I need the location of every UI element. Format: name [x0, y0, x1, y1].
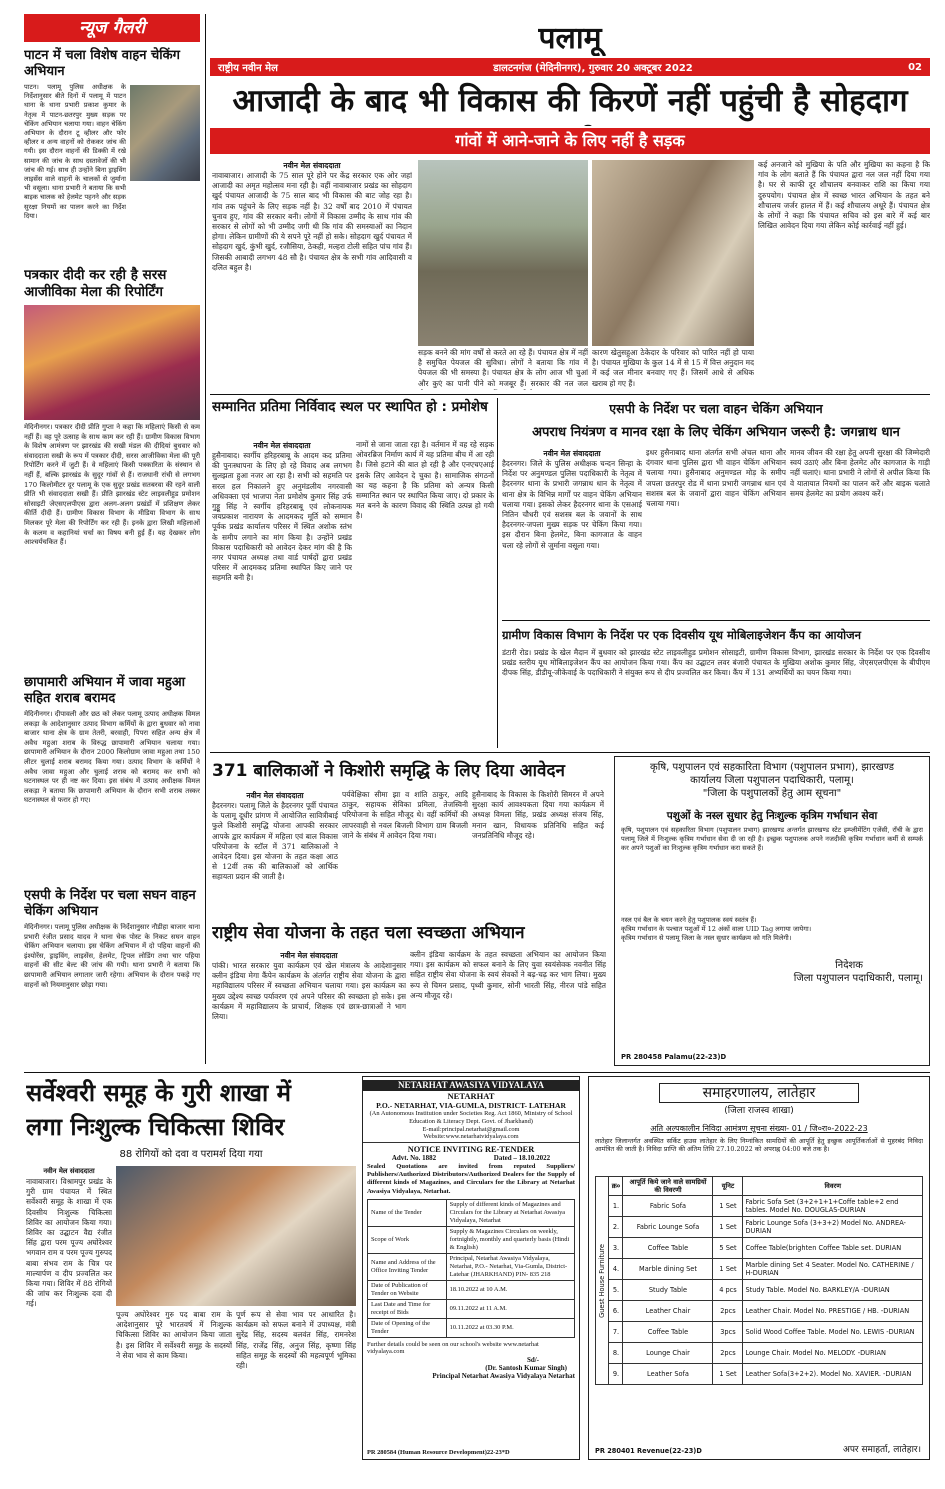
table-cell: Supply & Magazines Circulars on weekly, fortnightly, monthly and quarterly basis (Hindi & English)	[446, 1226, 574, 1253]
story-subheadline: 88 रोगियों को दवा व परामर्श दिया गया	[119, 1149, 263, 1160]
masthead-brand: राष्ट्रीय नवीन मेल	[218, 63, 278, 74]
tender-table	[608, 1176, 923, 1385]
notice-table	[367, 1199, 575, 1338]
table-row	[609, 1343, 923, 1364]
ad-line: "जिला के पशुपालकों हेतु आम सूचना"	[702, 788, 842, 799]
byline: नवीन मेल संवाददाता	[283, 161, 341, 170]
ad-title: पशुओं के नस्ल सुधार हेतु निःशुल्क कृत्रिम गर्भाधान सेवा	[666, 810, 878, 822]
story-text: मानव जीवन की रक्षा हेतु अपनी सुरक्षा की जिम्मेदारी स्वयं उठाएं और बिना हेलमेट और कागजात के गाड़ी नहीं चलाएं। थाना प्रभारी ने लोगों से अपील किया कि वे यातायात नियमों का पालन करें और बाइक चलाते समय हेलमेट का प्रयोग अवश्य करें।	[790, 448, 930, 498]
column-divider	[497, 398, 498, 748]
ad-body: कृषि, पशुपालन एवं सहकारिता विभाग (पशुपालन प्रभाग) झारखण्ड अन्तर्गत झारखण्ड स्टेट इम्प्लीमेंटिंग एजेंसी, राँची के द्वारा पलामू जिले में निःशुल्क कृत्रिम गर्भाधान सेवा दी जा रही है। इच्छुक पशुपालक अपने नजदीकी कृत्रिम गर्भाधान कर्मी से सम्पर्क कर अपने पशुओं का निःशुल्क कृत्रिम गर्भाधान करा सकते हैं।	[621, 826, 923, 852]
story-text: नावाबाजार। विश्रामपुर प्रखंड के गुरी ग्राम पंचायत में स्थित सर्वेश्वरी समूह के शाखा में एक दिवसीय निःशुल्क चिकित्सा शिविर का आयोजन किया गया। शिविर का उद्घाटन वैद्य रंजीत सिंह द्वारा परम पूज्य अघोरेश्वर भगवान राम व परम पूज्य गुरुपद बाबा संभव राम के चित्र पर माल्यार्पण व दीप प्रज्वलित कर किया गया। शिविर में 88 रोगियों की जांच कर निःशुल्क दवा दी गई।	[26, 1177, 112, 1309]
table-cell: 1 Set	[713, 1196, 743, 1217]
table-cell: Coffee Table	[623, 1322, 713, 1343]
advt-number: Advt. No. 1882	[391, 1154, 437, 1162]
section-divider	[210, 752, 930, 753]
tender-notice-number: अति अल्पकालीन निविदा आमंत्रण सूचना संख्या- 01 / जि०रा०-2022-23	[650, 1124, 868, 1133]
byline: नवीन मेल संवाददाता	[253, 441, 311, 450]
advt-date: Dated – 18.10.2022	[493, 1154, 551, 1162]
notice-sd: Sd/-	[526, 1355, 539, 1364]
lead-story-text: कारण खेतुसहुआ ठेकेदार के परिवार को पारित नहीं हो पाया है। पंचायत मुखिया के कुल 14 में से 15 में वित्त अनुदान मद में कई जल मीनार बनवाए गए हैं। जिसमें आधे से अधिक खराब हो गए हैं।	[592, 348, 754, 388]
tender-signature: अपर समाहर्ता, लातेहार।	[842, 1445, 921, 1455]
column-divider	[205, 14, 206, 1064]
notice-footer: Further details could be seen on our school's website www.netarhat vidyalaya.com	[367, 1340, 539, 1355]
byline: नवीन मेल संवाददाता	[280, 951, 338, 960]
table-cell: 7.	[609, 1322, 623, 1343]
gallery-item-title: एसपी के निर्देश पर चला सघन वाहन चेकिंग अभियान	[24, 888, 196, 919]
lead-subheadline: गांवों में आने-जाने के लिए नहीं है सड़क	[210, 128, 930, 154]
table-cell: Last Date and Time for receipt of Bids	[368, 1299, 447, 1318]
table-row	[609, 1280, 923, 1301]
story-text: पूज्य अघोरेश्वर गुरु पद बाबा राम के आदेशानुसार पूरे भारतवर्ष में निःशुल्क चिकित्सा शिविर का आयोजन किया जाता है। इस शिविर में सर्वेश्वरी समूह के सदस्यों ने सेवा भाव से काम किया।	[116, 1310, 232, 1360]
table-cell: Fabric Sofa Set (3+2+1+1+Coffe table+2 end tables. Model No. DOUGLAS-DURIAN	[743, 1196, 923, 1217]
table-cell: Supply of different kinds of Magazines and Circulars for the Library at Netarhat Awasiya Vidyalaya, Netarhat	[446, 1199, 574, 1226]
byline: नवीन मेल संवाददाता	[543, 449, 601, 458]
story-headline: सम्मानित प्रतिमा निर्विवाद स्थल पर स्थापित हो : प्रमोशेष	[212, 399, 488, 415]
news-gallery-header: न्यूज गैलरी	[24, 14, 200, 42]
column-header: विवरण	[743, 1177, 923, 1196]
section-divider	[24, 1072, 930, 1073]
story-text: पूर्ण रूप से सेवा भाव पर आधारित है। कार्यक्रम को सफल बनाने में उपाध्यक्ष, मंत्री सुरेंद्र सिंह, सदस्य बलवंत सिंह, रामनरेश सिंह, राजेंद्र सिंह, अनुज सिंह, कृष्णा सिंह सहित समूह के सदस्यों की महत्वपूर्ण भूमिका रही।	[236, 1310, 356, 1371]
notice-title: NOTICE INVITING RE-TENDER	[407, 1145, 535, 1154]
notice-intro: Sealed Quotations are invited from reputed Suppliers/ Publishers/Authorized Distributors/Authorized Dealers for the Supply of different kinds of Magazines, and Circulars for the Library at Netarhat Awasiya Vidyalaya, Netarhat.	[367, 1163, 575, 1195]
story-text: हुसैनाबाद। स्वर्गीय हरिहरबाबू के आदम कद प्रतिमा की पुनःस्थापना के लिए हो रहे विवाद अब लगभग सुलझता हुआ नजर आ रहा है। सभी को सहमति पर सरल हल निकालने हुए अनुमंडलीय नगरवासी अधिवक्ता एवं भाजपा नेता प्रमोशेष कुमार सिंह उर्फ गुड्डू सिंह ने स्वर्गीय हरिहरबाबू एवं लोकनायक जयप्रकाश नारायण के आदमकद मूर्ति को सम्मान पूर्वक प्रखंड कार्यालय परिसर में स्थित अशोक स्तंभ के समीप लगाने का मांग किया है। उन्होंने प्रखंड विकास पदाधिकारी को आवेदन देकर मांग की है कि नगर पंचायत अध्यक्ष तथा वार्ड पार्षदों द्वारा प्रखंड परिसर में आदमकद प्रतिमा स्थापित किए जाने पर सहमति बनी है।	[212, 451, 352, 583]
story-headline: अपराध नियंत्रण व मानव रक्षा के लिए चेकिंग अभियान जरूरी है: जगन्नाथ धान	[532, 425, 900, 440]
story-nss-col1	[212, 950, 406, 1068]
lead-story-text: कई अनजाने को मुखिया के पति और मुखिया का कहना है कि गांव के लोग बताते हैं कि पंचायत द्वारा नल जल नहीं दिया गया है। घर से काफी दूर शौचालय बनवाकर राशि का किया गया दुरुपयोग। पंचायत क्षेत्र में स्वच्छ भारत अभियान के तहत बने शौचालय जर्जर हालत में हैं। कई शौचालय अधूरे हैं। पंचायत क्षेत्र के लोगों ने कहा कि पंचायत सचिव को इस बारे में कई बार लिखित आवेदन दिया गया लेकिन कोई कार्रवाई नहीं हुई।	[758, 160, 930, 231]
table-cell: Name of the Tender	[368, 1199, 447, 1226]
ad-pashupalan	[614, 756, 930, 1066]
table-cell: Date of Opening of the Tender	[368, 1318, 447, 1337]
table-cell: 1 Set	[713, 1217, 743, 1238]
table-cell: Fabric Lounge Sofa	[623, 1217, 713, 1238]
byline: नवीन मेल संवाददाता	[43, 1167, 95, 1175]
notice-signatory-title: Principal Netarhat Awasiya Vidyalaya Netarhat	[432, 1371, 575, 1380]
gallery-item-title: पत्रकार दीदी कर रही है सरस आजीविका मेला की रिपोर्टिंग	[24, 267, 167, 300]
table-cell: Date of Publication of Tender on Website	[368, 1280, 447, 1299]
ad-point: कृत्रिम गर्भाधान से पलामू जिला के नस्ल सुधार कार्यक्रम को गति मिलेगी।	[621, 934, 792, 942]
news-gallery-column	[24, 14, 200, 1044]
table-cell: 5 Set	[713, 1238, 743, 1259]
table-cell: Leather Sofa	[623, 1364, 713, 1385]
table-cell: Leather Sofa(3+2+2). Model No. XAVIER. -DURIAN	[743, 1364, 923, 1385]
story-pratima-col1	[212, 440, 352, 750]
table-row	[368, 1253, 575, 1280]
table-cell: 1.	[609, 1196, 623, 1217]
story-text: डंटारी रोड। प्रखंड के खेल मैदान में बुधवार को झारखंड स्टेट लाइवलीहुड प्रमोशन सोसाइटी, ग्रामीण विकास विभाग, झारखंड सरकार के निर्देश पर एक दिवसीय प्रखंड स्तरीय यूथ मोबिलाइजेशन कैंप का आयोजन किया गया। कैंप का उद्घाटन लवर बंजारी पंचायत के मुखिया अशोक कुमार सिंह, जेएसएलपीएस के बीपीएम दीपक सिंह, डीडीयू-जीकेवाई के पदाधिकारी ने संयुक्त रूप से दीप प्रज्वलित कर किया। कैंप में 131 अभ्यर्थियों का चयन किया गया।	[502, 648, 930, 678]
table-cell: 1 Set	[713, 1259, 743, 1280]
story-kicker: एसपी के निर्देश पर चला वाहन चेकिंग अभियान	[609, 401, 823, 416]
gallery-item-body: मेदिनीनगर। पलामू पुलिस अधीक्षक के निर्देशानुसार नौडीहा बाजार थाना प्रभारी रंजीत प्रसाद यादव ने थाना चेक पोस्ट के निकट सघन वाहन चेकिंग अभियान चलाया। इस चेकिंग अभियान में दो पहिया वाहनों की इंश्योरेंस, ड्राइविंग, लाइसेंस, हेलमेट, ट्रिपल लोडिंग तथा चार पहिया वाहनों की सीट बेल्ट की जांच की गयी। थाना प्रभारी ने बताया कि छापामारी अभियान लगातार जारी रहेगा। अभियान के दौरान पकड़े गए वाहनों को नियमानुसार छोड़ा गया।	[24, 923, 200, 989]
story-kishori-col1	[212, 790, 338, 916]
table-row	[609, 1196, 923, 1217]
table-cell: 10.11.2022 at 03.30 P.M.	[446, 1318, 574, 1337]
table-cell: 09.11.2022 at 11 A.M.	[446, 1299, 574, 1318]
table-cell: 18.10.2022 at 10 A.M.	[446, 1280, 574, 1299]
story-camp-col1	[26, 1166, 112, 1460]
table-cell: 6.	[609, 1301, 623, 1322]
gallery-item-title: पाटन में चला विशेष वाहन चेकिंग अभियान	[24, 48, 180, 79]
story-text: इधर हुसैनाबाद थाना अंतर्गत सभी अंचल थाना और दंगवार थाना पुलिस द्वारा भी वाहन चेकिंग अभियान चलाया गया। हुसैनाबाद अनुमण्डल मोड़ के समीप जपला छतरपुर रोड में थाना प्रभारी जगन्नाथ धान एवं सशस्त्र बल के जवानों द्वारा वाहन चेकिंग अभियान चलाया गया।	[646, 448, 786, 509]
gallery-item-body: पाटन। पलामू पुलिस अधीक्षक के निर्देशानुसार बीते दिनों में पलामू में पाटन थाना के थाना प्रभारी प्रकाश कुमार के नेतृत्व में पाटन-छतरपुर मुख्य सड़क पर चेकिंग अभियान चलाया गया। वाहन चेकिंग अभियान के दौरान टू व्हीलर और फोर व्हीलर व अन्य वाहनों को रोककर जांच की गयी। इस दौरान वाहनों की डिक्की में रखे सामान की जांच के साथ दस्तावेजों की भी जांच की गई। साथ ही उन्होंने बिना ड्राइविंग लाइसेंस वाले वाहनों के चालकों से जुर्माना भी वसूला। थाना प्रभारी ने बताया कि सभी बाइक चालक को हेलमेट पहनने और सड़क सुरक्षा नियमों का पालन करने का निर्देश दिया।	[24, 83, 126, 220]
ad-line: कृषि, पशुपालन एवं सहकारिता विभाग (पशुपालन प्रभाग), झारखण्ड	[650, 762, 894, 773]
school-website: Website:www.netarhatvidyalaya.com	[363, 1133, 579, 1143]
table-cell: Solid Wood Coffee Table. Model No. LEWIS -DURIAN	[743, 1322, 923, 1343]
section-divider	[210, 394, 930, 395]
story-text: हैदरनगर। जिले के पुलिस अधीक्षक चन्दन सिन्हा के निर्देश पर अनुमण्डल पुलिस पदाधिकारी के नेतृत्व में हैदरनगर थाना के प्रभारी जगन्नाथ धान के नेतृत्व में थाना क्षेत्र के विभिन्न मार्गों पर वाहन चेकिंग अभियान चलाया गया। इसको लेकर हैदरनगर थाना के एसआई नितिन चौधरी एवं सशस्त्र बल के जवानों के साथ हैदरनगर-जपला मुख्य सड़क पर चेकिंग किया गया। इस दौरान बिना हेलमेट, बिना कागजात के वाहन चला रहे लोगों से जुर्माना वसूला गया।	[502, 459, 642, 550]
table-cell: Leather Chair	[623, 1301, 713, 1322]
school-email: E-mail:principal.netarhat@gmail.com	[422, 1126, 520, 1133]
table-cell: 3.	[609, 1238, 623, 1259]
table-cell: 4.	[609, 1259, 623, 1280]
page-section-title: पलामू	[538, 21, 602, 56]
school-address: P.O.- NETARHAT, VIA-GUMLA, DISTRICT- LATEHAR	[376, 1101, 566, 1110]
table-cell: Study Table. Model No. BARKLEY/A -DURIAN	[743, 1280, 923, 1301]
table-cell: Coffee Table	[623, 1238, 713, 1259]
table-cell: Name and Address of the Office Inviting Tender	[368, 1253, 447, 1280]
table-cell: Scope of Work	[368, 1226, 447, 1253]
story-headline: ग्रामीण विकास विभाग के निर्देश पर एक दिवसीय यूथ मोबिलाइजेशन कैंप का आयोजन	[502, 628, 862, 642]
table-row	[609, 1217, 923, 1238]
table-row	[609, 1364, 923, 1385]
ad-signature: जिला पशुपालन पदाधिकारी, पलामू।	[793, 973, 923, 984]
table-cell: Leather Chair. Model No. PRESTIGE / HB. -DURIAN	[743, 1301, 923, 1322]
section-divider	[502, 620, 930, 621]
table-cell: 5.	[609, 1280, 623, 1301]
story-headline: राष्ट्रीय सेवा योजना के तहत चला स्वच्छता अभियान	[212, 923, 525, 943]
lead-story-text: नावाबाजार। आजादी के 75 साल पूरे होने पर केंद्र सरकार एक ओर जहां आजादी का अमृत महोत्सव मना रही है। वहीं नावाबाजार प्रखंड का सोहदाग खुर्द पंचायत आजादी के 75 साल बाद भी विकास की बाट जोह रहा है। गांव तक पहुंचने के लिए सड़क नहीं है। 32 वर्षों बाद 2010 में पंचायत चुनाव हुए, गांव की सरकार बनी। लोगों में विकास उम्मीद के साथ गांव की सरकार से लोगों को भी उम्मीद जगी थी कि गांव की समस्याओं का निदान होगा। लेकिन ग्रामीणों की ये सपने पूरे नहीं हो सके। सोहदाग खुर्द पंचायत में सोहदाग खुर्द, कुंभी खुर्द, रजौसिया, ठेकही, मल्हरा टोली सहित पांच गांव हैं। जिसकी आबादी लगभग 48 सौ है। पंचायत क्षेत्र के सभी गांव आदिवासी व दलित बहुल है।	[212, 171, 412, 272]
lead-story-text: सड़क बनने की मांग वर्षों से करते आ रहे हैं। पंचायत क्षेत्र में नहीं है समुचित पेयजल की सुविधा। लोगों ने बताया कि गांव में पेयजल की भी समस्या है। पंचायत क्षेत्र के लोग आज भी चुआं और कुएं का पानी पीने को मजबूर हैं। सरकार की नल जल	[418, 348, 588, 388]
masthead-dateline: डालटनगंज (मेदिनीनगर), गुरुवार 20 अक्टूबर 2022	[493, 63, 693, 74]
table-cell: 2pcs	[713, 1343, 743, 1364]
table-row	[368, 1226, 575, 1253]
column-header: आपूर्ति किये जाने वाले सामग्रियों की विवरणी	[623, 1177, 713, 1196]
story-headline: लगा निःशुल्क चिकित्सा शिविर	[26, 1113, 285, 1141]
table-cell: Coffee Table(brighten Coffee Table set. DURIAN	[743, 1238, 923, 1259]
ad-line: कार्यालय जिला पशुपालन पदाधिकारी, पलामू।	[690, 775, 854, 786]
tender-subtitle: (जिला राजस्व शाखा)	[724, 1106, 794, 1116]
lead-headline: आजादी के बाद भी विकास की किरणें नहीं पहुंची है सोहदाग	[232, 83, 908, 119]
byline: नवीन मेल संवाददाता	[246, 791, 304, 800]
table-row	[368, 1299, 575, 1318]
column-header: यूनिट	[713, 1177, 743, 1196]
tender-side-label	[595, 1176, 608, 1385]
tender-office: समाहरणालय, लातेहार	[659, 1083, 859, 1103]
table-cell: 2pcs	[713, 1301, 743, 1322]
tender-intro: लातेहार जिलान्तर्गत अवस्थित सर्किट हाउस लातेहार के लिए निम्नांकित सामग्रियों की आपूर्ति हेतु इच्छुक आपूर्तिकर्ताओं से मुहरबंद निविदा आमंत्रित की जाती है। निविदा प्राप्ति की अंतिम तिथि 27.10.2022 को अपराह्न 04:00 बजे तक है।	[595, 1137, 923, 1154]
table-row	[609, 1322, 923, 1343]
table-header-row	[609, 1177, 923, 1196]
lead-story-col1	[212, 160, 412, 388]
story-text: पांकी। भारत सरकार युवा कार्यक्रम एवं खेल मंत्रालय के आदेशानुसार क्लीन इंडिया मेगा कैंपेन कार्यक्रम के अंतर्गत राष्ट्रीय सेवा योजना के द्वारा महाविद्यालय परिसर में स्वच्छता अभियान चलाया गया। इस कार्यक्रम का मुख्य उद्देश्य स्वच्छ पर्यावरण एवं अपने परिसर की स्वच्छता हो सके। इस कार्यक्रम में महाविद्यालय के प्राचार्य, शिक्षक एवं छात्र-छात्राओं ने भाग लिया।	[212, 961, 406, 1022]
table-cell: 4 pcs	[713, 1280, 743, 1301]
table-row	[609, 1301, 923, 1322]
story-headline: सर्वेश्वरी समूह के गुरी शाखा में	[26, 1079, 291, 1107]
column-header: क्र०	[609, 1177, 623, 1196]
table-row	[368, 1280, 575, 1299]
ad-pr-code: PR 280584 (Human Resource Development)22-23*D	[367, 1449, 510, 1456]
news-photo	[130, 85, 200, 181]
lead-photo-road	[418, 160, 588, 346]
notice-signatory: (Dr. Santosh Kumar Singh)	[485, 1363, 567, 1372]
ad-netarhat	[362, 1076, 580, 1460]
table-cell: Lounge Chair	[623, 1343, 713, 1364]
table-row	[368, 1199, 575, 1226]
table-cell: Marble dining Set 4 Seater. Model No. CATHERINE / H-DURIAN	[743, 1259, 923, 1280]
lead-photo-village	[592, 160, 754, 346]
table-row	[609, 1259, 923, 1280]
ad-point: नस्ल एवं बैल के चयन करने हेतु पशुपालक स्वयं स्वतंत्र हैं।	[621, 916, 757, 924]
story-text: क्लीन इंडिया कार्यक्रम के तहत स्वच्छता अभियान का आयोजन किया गया। इस कार्यक्रम को सफल बनाने के लिए युवा स्वयंसेवक नवनीत सिंह सहित राष्ट्रीय सेवा योजना के स्वयं सेवकों ने बढ़-चढ़ कर भाग लिया। मुख्य रूप से चिमन प्रसाद, पृथ्वी कुमार, सोनी भारती सिंह, नीरज पांडे सहित अन्य मौजूद रहे।	[410, 950, 606, 1000]
table-row	[609, 1238, 923, 1259]
school-description: (An Autonomous Institution under Societies Reg. Act 1860, Ministry of School Education & Literacy Dept. Govt. of Jharkhand)	[369, 1110, 573, 1125]
news-photo	[116, 1166, 356, 1306]
table-cell: 8.	[609, 1343, 623, 1364]
story-text: हुसैनाबाद के विकास के किशोरी सिमरन में अपने सुरक्षा कार्य आवश्यकता दिया गया कार्यक्रम में अध्यक्ष विमला सिंह, प्रखंड अध्यक्ष संजय सिंह, मनान खान, विधायक प्रतिनिधि सहित कई जनप्रतिनिधि मौजूद रहे।	[472, 790, 604, 840]
school-name: NETARHAT AWASIYA VIDYALAYA	[363, 1080, 579, 1091]
table-row	[368, 1318, 575, 1337]
table-cell: 1 Set	[713, 1364, 743, 1385]
table-cell: 9.	[609, 1364, 623, 1385]
ad-point: कृत्रिम गर्भाधान के पश्चात पशुओं में 12 अंकों वाला UID Tag लगाया जायेगा।	[621, 925, 812, 933]
ad-latehar-tender	[588, 1076, 930, 1460]
table-cell: 3pcs	[713, 1322, 743, 1343]
table-cell: Study Table	[623, 1280, 713, 1301]
ad-signature: निदेशक	[835, 960, 863, 971]
ad-pr-code: PR 280401 Revenue(22-23)D	[595, 1447, 702, 1455]
news-photo	[24, 305, 200, 420]
gallery-item-body: मेदिनीनगर। दीपावली और छठ को लेकर पलामू उत्पाद अधीक्षक विमल लकड़ा के आदेशानुसार उत्पाद विभाग कर्मियों के द्वारा बुधवार को नावा बाजार थाना क्षेत्र के ग्राम तेतरी, बरवाही, पिपरा सहित अन्य क्षेत्र में अवैध महुआ शराब के विरुद्ध छापामारी अभियान चलाया गया। छापामारी अभियान के दौरान 2000 किलोग्राम जावा महुआ तथा 150 लीटर चुलाई शराब बरामद किया गया। उत्पाद विभाग के कर्मियों ने अवैध जावा महुआ और चुलाई शराब को बरामद कर सभी को घटनास्थल पर ही नष्ट कर दिया। इस संबंध में उत्पाद अधीक्षक विमल लकड़ा ने बताया कि छापामारी अभियान के दौरान सभी शराब तस्कर घटनास्थल से फरार हो गए।	[24, 710, 200, 805]
story-headline: 371 बालिकाओं ने किशोरी समृद्धि के लिए दिया आवेदन	[212, 761, 565, 781]
ad-pr-code: PR 280458 Palamu(22-23)D	[621, 1053, 727, 1061]
page-number: 02	[908, 61, 922, 73]
masthead-band	[210, 58, 930, 76]
school-place: NETARHAT	[447, 1091, 495, 1101]
table-cell: Fabric Sofa	[623, 1196, 713, 1217]
story-text: पर्यवेक्षिका सीमा झा व शांति ठाकुर, आदि ठाकुर, सहायक सेविका प्रमिला, तेजस्विनी परियोजना के सहित मौजूद थे। वहीं कर्मियों की लापरवाही से नवल बिजली विभाग ग्राम बिजली जाने के संबंध में आवेदन दिया गया।	[342, 790, 468, 840]
story-text: हैदरनगर। पलामू जिले के हैदरनगर पूर्वी पंचायत के पलामू दूधीर प्रांगण में आयोजित सावित्रीबाई फुले किशोरी समृद्धि योजना आपकी सरकार आपके द्वार कार्यक्रम में महिला एवं बाल विकास परियोजना के स्टॉल में 371 बालिकाओं ने आवेदन दिया। इस योजना के तहत कक्षा आठ से 12वीं तक की बालिकाओं को आर्थिक सहायता प्रदान की जाती है।	[212, 801, 338, 882]
side-label-text: Guest House Furniture	[598, 1243, 607, 1318]
gallery-item-body: मेदिनीनगर। पत्रकार दीदी प्रीति गुप्ता ने कहा कि महिलाएं किसी से कम नहीं हैं। वह पूरे उत्साह के साथ काम कर रही हैं। ग्रामीण विकास विभाग के विशेष आमंत्रण पर झारखंड की सखी मंडल की दीदियां बुधवार को संवाददाता सखी के रूप में पत्रकार दीदी, सरस आजीविका मेला की पूरी रिपोर्टिंग करने में जुटी हैं। वे महिलाएं किसी पत्रकारिता के संस्थान से नहीं हैं, बल्कि झारखंड के सुदूर गांवों से हैं। राजधानी रांची से लगभग 170 किलोमीटर दूर पलामू के एक सुदूर प्रखंड सतबरवा की रहने वाली प्रीति भी संवाददाता सखी हैं। प्रीति झारखंड स्टेट लाइवलीहुड प्रमोशन सोसाइटी जेएसएलपीएस द्वारा अलग-अलग प्रखंडों में प्रशिक्षण लेकर कीर्ति दीदी हैं। ग्रामीण विकास विभाग के मीडिया विभाग के साथ मिलकर पूरे मेला की रिपोर्टिंग कर रही हैं। इनके द्वारा लिखी महिलाओं के कलम व कहानियां चर्चा का विषय बनी हुई हैं। यह देखकर लोग आश्चर्यचकित हैं।	[24, 423, 200, 547]
table-cell: Fabric Lounge Sofa (3+3+2) Model No. ANDREA-DURIAN	[743, 1217, 923, 1238]
table-cell: Marble dining Set	[623, 1259, 713, 1280]
table-cell: 2.	[609, 1217, 623, 1238]
story-checking-col1	[502, 448, 642, 618]
story-text: नामों से जाना जाता रहा है। वर्तमान में वह रहे सड़क ओवरब्रिज निर्माण कार्य में यह प्रतिमा बीच में आ रही है। जिसे हटाने की बात हो रही है और एनएचएआई इसके लिए आवेदन दे चुका है। सामाजिक संगठनों का यह कहना है कि प्रतिमा को अन्यत्र किसी सम्मानित स्थान पर स्थापित किया जाए। दो प्रकार के मत बनने के कारण विवाद की स्थिति उत्पन्न हो गयी है।	[356, 440, 494, 521]
table-cell: Principal, Netarhat Awasiya Vidyalaya, Netarhat, P.O.- Netarhat, Via-Gumla, District- Latehar (JHARKHAND) PIN- 835 218	[446, 1253, 574, 1280]
table-cell: Lounge Chair. Model No. MELODY. -DURIAN	[743, 1343, 923, 1364]
gallery-item-title: छापामारी अभियान में जावा महुआ सहित शराब बरामद	[24, 675, 186, 706]
